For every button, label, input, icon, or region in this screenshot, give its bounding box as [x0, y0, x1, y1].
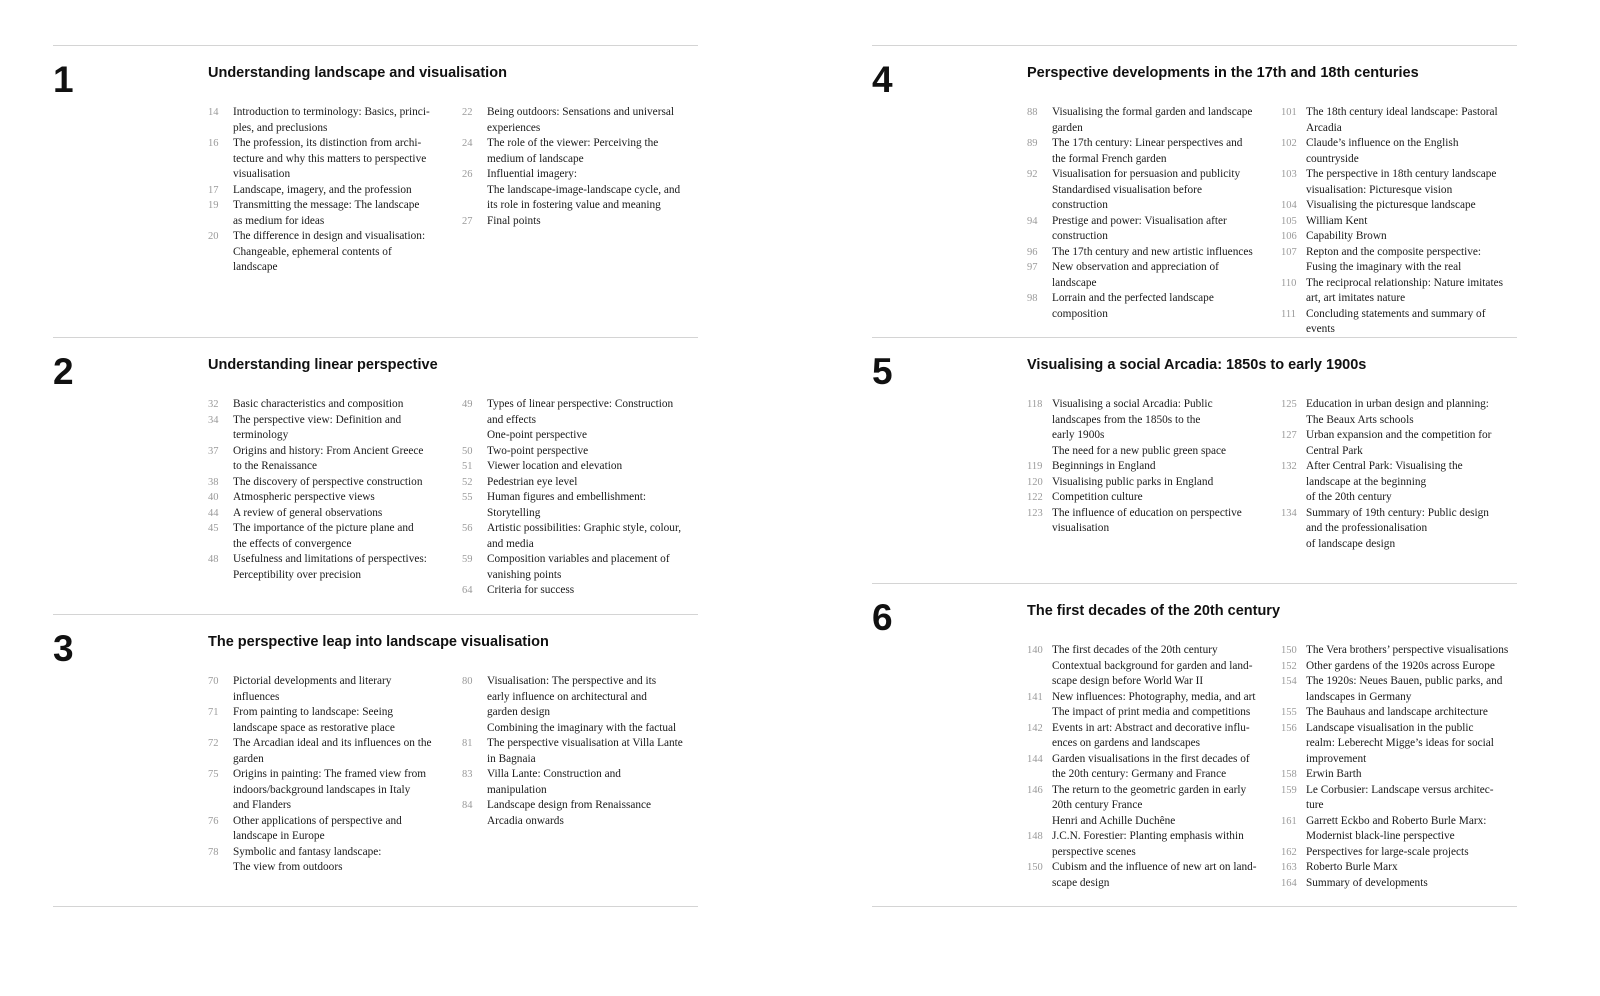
toc-entry[interactable] — [1281, 506, 1521, 553]
page-number: 97 — [1027, 262, 1038, 273]
chapter-title: Perspective developments in the 17th and 18th centuries — [1027, 65, 1419, 81]
toc-entry[interactable] — [1281, 814, 1521, 845]
entry-title: The return to the geometric garden in early 20th century France Henri and Achille Duchêne — [1052, 783, 1247, 827]
toc-entry[interactable] — [1027, 136, 1267, 167]
toc-entry[interactable] — [1281, 721, 1521, 768]
entry-title: Visualising public parks in England — [1052, 475, 1214, 488]
toc-entry[interactable] — [208, 183, 448, 199]
toc-entry[interactable] — [1281, 674, 1521, 705]
entry-title: Usefulness and limitations of perspectives: Perceptibility over precision — [233, 553, 427, 581]
entry-title: Two-point perspective — [487, 444, 589, 457]
entry-title: The first decades of the 20th century Contextual background for garden and land- scape design before World War II — [1052, 644, 1253, 687]
entry-title: The importance of the picture plane and the effects of convergence — [233, 522, 414, 550]
page-number: 155 — [1281, 707, 1297, 718]
entry-title: The perspective view: Definition and terminology — [233, 413, 402, 441]
page-number: 134 — [1281, 507, 1297, 519]
toc-entry[interactable] — [1281, 643, 1521, 659]
toc-column-2 — [1281, 397, 1521, 552]
page-number: 119 — [1027, 461, 1043, 472]
entry-title: Summary of 19th century: Public design and the professionalisation of landscape design — [1306, 506, 1489, 550]
toc-column-2 — [462, 397, 702, 599]
page-number: 150 — [1027, 862, 1043, 873]
toc-entry[interactable] — [1027, 291, 1267, 322]
entry-title: The discovery of perspective construction — [233, 475, 423, 488]
toc-entry[interactable] — [1281, 167, 1521, 198]
entry-title: Final points — [487, 214, 541, 227]
toc-entry[interactable] — [462, 397, 702, 444]
page-number: 164 — [1281, 877, 1297, 889]
entry-title: The reciprocal relationship: Nature imitates art, art imitates nature — [1306, 276, 1503, 304]
toc-entry[interactable] — [1281, 245, 1521, 276]
entry-title: J.C.N. Forestier: Planting emphasis within perspective scenes — [1052, 830, 1244, 858]
page-number: 72 — [208, 738, 219, 749]
page-number: 102 — [1281, 138, 1297, 149]
toc-entry[interactable] — [208, 475, 448, 491]
toc-entry[interactable] — [1027, 105, 1267, 136]
page-number: 19 — [208, 200, 219, 211]
toc-entry[interactable] — [1027, 167, 1267, 214]
page-number: 118 — [1027, 399, 1043, 410]
page-number: 59 — [462, 554, 473, 565]
entry-title: Visualising the formal garden and landscape garden — [1052, 106, 1253, 134]
chapter-number: 6 — [872, 597, 893, 638]
page-number: 103 — [1281, 169, 1297, 180]
page-number: 106 — [1281, 231, 1297, 242]
toc-entry[interactable] — [462, 552, 702, 583]
toc-entry[interactable] — [208, 105, 448, 136]
toc-entry[interactable] — [462, 521, 702, 552]
page-number: 120 — [1027, 476, 1043, 488]
page-number: 64 — [462, 585, 473, 596]
chapter-title: Understanding linear perspective — [208, 357, 438, 373]
toc-entry[interactable] — [1027, 490, 1267, 506]
entry-title: Pictorial developments and literary influences — [233, 675, 392, 703]
page-number: 127 — [1281, 430, 1297, 441]
toc-entry[interactable] — [1281, 860, 1521, 876]
toc-entry[interactable] — [208, 767, 448, 814]
page-number: 94 — [1027, 215, 1038, 227]
entry-title: After Central Park: Visualising the landscape at the beginning of the 20th century — [1306, 460, 1463, 503]
toc-entry[interactable] — [1027, 245, 1267, 261]
entry-title: Other applications of perspective and landscape in Europe — [233, 814, 402, 842]
toc-column-1 — [1027, 643, 1267, 891]
entry-title: The influence of education on perspective visualisation — [1052, 506, 1242, 534]
page-number: 80 — [462, 676, 473, 687]
page-number: 52 — [462, 476, 473, 488]
page-number: 49 — [462, 399, 473, 410]
entry-title: Events in art: Abstract and decorative influ- ences on gardens and landscapes — [1052, 721, 1250, 749]
toc-entry[interactable] — [208, 552, 448, 583]
toc-entry[interactable] — [462, 674, 702, 736]
toc-entry[interactable] — [208, 845, 448, 876]
page-number: 20 — [208, 231, 219, 242]
page-number: 132 — [1281, 461, 1297, 472]
entry-title: The 17th century and new artistic influences — [1052, 245, 1253, 258]
toc-entry[interactable] — [208, 705, 448, 736]
rule-5-6 — [872, 583, 1517, 584]
page-number: 107 — [1281, 246, 1297, 258]
page-number: 104 — [1281, 200, 1297, 211]
page-number: 22 — [462, 107, 473, 118]
toc-column-1 — [1027, 397, 1267, 537]
page-number: 34 — [208, 414, 219, 426]
rule-1-2 — [53, 337, 698, 338]
page-number: 123 — [1027, 507, 1043, 519]
page-number: 81 — [462, 738, 473, 749]
toc-entry[interactable] — [462, 214, 702, 230]
page-number: 17 — [208, 184, 219, 196]
toc-entry[interactable] — [462, 767, 702, 798]
chapter-number: 5 — [872, 351, 893, 392]
toc-entry[interactable] — [208, 521, 448, 552]
toc-entry[interactable] — [1281, 105, 1521, 136]
page-number: 92 — [1027, 169, 1038, 180]
entry-title: Basic characteristics and composition — [233, 398, 404, 410]
toc-entry[interactable] — [1281, 845, 1521, 861]
page-number: 48 — [208, 554, 219, 565]
entry-title: Pedestrian eye level — [487, 475, 578, 488]
entry-title: Prestige and power: Visualisation after construction — [1052, 214, 1227, 242]
toc-entry[interactable] — [462, 459, 702, 475]
page-number: 75 — [208, 769, 219, 780]
toc-entry[interactable] — [462, 136, 702, 167]
entry-title: The 1920s: Neues Bauen, public parks, and landscapes in Germany — [1306, 675, 1503, 703]
page-number: 45 — [208, 523, 219, 534]
entry-title: Atmospheric perspective views — [233, 491, 375, 503]
entry-title: The profession, its distinction from archi- tecture and why this matters to perspective visualisation — [233, 137, 427, 180]
entry-title: Other gardens of the 1920s across Europe — [1306, 659, 1495, 672]
chapter-title: Visualising a social Arcadia: 1850s to early 1900s — [1027, 357, 1367, 373]
entry-title: New observation and appreciation of landscape — [1052, 261, 1219, 289]
entry-title: Human figures and embellishment: Storytelling — [487, 491, 647, 519]
page-number: 40 — [208, 492, 219, 503]
page-number: 158 — [1281, 769, 1297, 780]
rule-top-left — [53, 45, 698, 46]
rule-bottom-left — [53, 906, 698, 907]
toc-column-2 — [1281, 105, 1521, 338]
page-number: 101 — [1281, 107, 1297, 118]
entry-title: Cubism and the influence of new art on land- scape design — [1052, 861, 1257, 889]
entry-title: The Arcadian ideal and its influences on the garden — [233, 737, 432, 765]
entry-title: The perspective in 18th century landscape visualisation: Picturesque vision — [1306, 168, 1497, 196]
page-number: 105 — [1281, 215, 1297, 227]
toc-entry[interactable] — [1027, 643, 1267, 690]
page-number: 16 — [208, 138, 219, 149]
toc-entry[interactable] — [1281, 136, 1521, 167]
chapter-number: 4 — [872, 59, 893, 100]
toc-entry[interactable] — [462, 167, 702, 214]
toc-entry[interactable] — [1027, 260, 1267, 291]
toc-entry[interactable] — [1027, 506, 1267, 537]
toc-entry[interactable] — [208, 198, 448, 229]
toc-entry[interactable] — [1281, 214, 1521, 230]
page-number: 142 — [1027, 722, 1043, 734]
entry-title: Influential imagery: The landscape-image-landscape cycle, and its role in fostering value and meaning — [487, 168, 681, 211]
entry-title: Viewer location and elevation — [487, 460, 623, 472]
toc-entry[interactable] — [1281, 198, 1521, 214]
entry-title: Education in urban design and planning: The Beaux Arts schools — [1306, 398, 1489, 426]
toc-entry[interactable] — [462, 736, 702, 767]
toc-entry[interactable] — [462, 475, 702, 491]
toc-column-2 — [462, 674, 702, 829]
page-number: 144 — [1027, 753, 1043, 765]
entry-title: Claude’s influence on the English countryside — [1306, 137, 1459, 165]
page-number: 152 — [1281, 660, 1297, 672]
page-number: 38 — [208, 476, 219, 488]
toc-entry[interactable] — [462, 490, 702, 521]
toc-entry[interactable] — [1027, 690, 1267, 721]
entry-title: Visualisation: The perspective and its early influence on architectural and garden design Combining the imaginary with the factual — [487, 675, 677, 734]
page-number: 161 — [1281, 815, 1297, 827]
page-number: 89 — [1027, 138, 1038, 149]
entry-title: Landscape visualisation in the public realm: Leberecht Migge’s ideas for social improvement — [1306, 721, 1494, 765]
page-number: 26 — [462, 169, 473, 180]
toc-entry[interactable] — [208, 397, 448, 413]
entry-title: Criteria for success — [487, 584, 575, 596]
page-number: 98 — [1027, 293, 1038, 304]
toc-entry[interactable] — [1027, 475, 1267, 491]
entry-title: Being outdoors: Sensations and universal experiences — [487, 106, 675, 134]
chapter-title: The first decades of the 20th century — [1027, 603, 1281, 619]
entry-title: Capability Brown — [1306, 230, 1387, 242]
chapter-title: The perspective leap into landscape visualisation — [208, 634, 549, 650]
page-number: 156 — [1281, 722, 1297, 734]
entry-title: Villa Lante: Construction and manipulation — [487, 768, 621, 796]
entry-title: Roberto Burle Marx — [1306, 861, 1398, 873]
page-number: 70 — [208, 676, 219, 687]
toc-column-1 — [208, 105, 448, 276]
page-number: 88 — [1027, 107, 1038, 118]
entry-title: Transmitting the message: The landscape as medium for ideas — [233, 199, 420, 227]
page-number: 24 — [462, 138, 473, 149]
toc-entry[interactable] — [1281, 229, 1521, 245]
entry-title: Visualising the picturesque landscape — [1306, 199, 1476, 211]
chapter-number: 2 — [53, 351, 74, 392]
entry-title: The role of the viewer: Perceiving the medium of landscape — [487, 137, 659, 165]
entry-title: The difference in design and visualisation: Changeable, ephemeral contents of landscape — [233, 230, 426, 273]
toc-entry[interactable] — [1027, 752, 1267, 783]
toc-entry[interactable] — [462, 105, 702, 136]
page-number: 78 — [208, 846, 219, 858]
toc-entry[interactable] — [1281, 876, 1521, 892]
entry-title: The Bauhaus and landscape architecture — [1306, 706, 1488, 718]
toc-entry[interactable] — [1281, 428, 1521, 459]
toc-entry[interactable] — [1027, 459, 1267, 475]
page-number: 141 — [1027, 691, 1043, 703]
page-number: 76 — [208, 815, 219, 827]
toc-entry[interactable] — [208, 736, 448, 767]
entry-title: The perspective visualisation at Villa Lante in Bagnaia — [487, 737, 683, 765]
toc-entry[interactable] — [208, 674, 448, 705]
page-number: 150 — [1281, 645, 1297, 656]
toc-entry[interactable] — [1027, 783, 1267, 830]
entry-title: Origins in painting: The framed view from indoors/background landscapes in Italy and Flanders — [233, 768, 427, 811]
rule-top-right — [872, 45, 1517, 46]
page-number: 154 — [1281, 676, 1297, 687]
entry-title: Concluding statements and summary of events — [1306, 307, 1486, 335]
entry-title: The Vera brothers’ perspective visualisations — [1306, 644, 1509, 656]
page-number: 55 — [462, 492, 473, 503]
toc-column-2 — [462, 105, 702, 229]
page-number: 37 — [208, 445, 219, 457]
entry-title: Urban expansion and the competition for Central Park — [1306, 429, 1492, 457]
toc-entry[interactable] — [1281, 783, 1521, 814]
page-number: 140 — [1027, 645, 1043, 656]
page-number: 84 — [462, 800, 473, 811]
page-number: 27 — [462, 215, 473, 227]
chapter-number: 3 — [53, 628, 74, 669]
page-number: 83 — [462, 769, 473, 780]
page-number: 56 — [462, 523, 473, 534]
toc-entry[interactable] — [1281, 307, 1521, 338]
toc-entry[interactable] — [208, 413, 448, 444]
toc-entry[interactable] — [208, 490, 448, 506]
entry-title: Landscape, imagery, and the profession — [233, 183, 412, 196]
entry-title: Lorrain and the perfected landscape composition — [1052, 292, 1214, 320]
entry-title: Introduction to terminology: Basics, princi- ples, and preclusions — [233, 106, 430, 134]
toc-entry[interactable] — [1281, 397, 1521, 428]
page-number: 32 — [208, 399, 219, 410]
toc-entry[interactable] — [1281, 459, 1521, 506]
page-number: 163 — [1281, 862, 1297, 873]
entry-title: A review of general observations — [233, 506, 383, 519]
toc-entry[interactable] — [208, 506, 448, 522]
toc-entry[interactable] — [462, 583, 702, 599]
toc-column-2 — [1281, 643, 1521, 891]
toc-entry[interactable] — [1027, 860, 1267, 891]
entry-title: Composition variables and placement of vanishing points — [487, 553, 670, 581]
rule-2-3 — [53, 614, 698, 615]
entry-title: Summary of developments — [1306, 876, 1428, 889]
entry-title: Perspectives for large-scale projects — [1306, 845, 1469, 858]
entry-title: Artistic possibilities: Graphic style, colour, and media — [487, 522, 682, 550]
entry-title: The 17th century: Linear perspectives and the formal French garden — [1052, 137, 1243, 165]
toc-column-1 — [1027, 105, 1267, 322]
entry-title: Origins and history: From Ancient Greece to the Renaissance — [233, 444, 424, 472]
entry-title: Symbolic and fantasy landscape: The view from outdoors — [233, 845, 382, 873]
toc-entry[interactable] — [208, 814, 448, 845]
page-number: 125 — [1281, 399, 1297, 410]
page-number: 122 — [1027, 492, 1043, 503]
entry-title: Beginnings in England — [1052, 460, 1156, 472]
toc-entry[interactable] — [1281, 659, 1521, 675]
chapter-title: Understanding landscape and visualisation — [208, 65, 507, 81]
entry-title: Competition culture — [1052, 491, 1143, 503]
entry-title: From painting to landscape: Seeing landscape space as restorative place — [233, 706, 395, 734]
page-number: 96 — [1027, 246, 1038, 258]
toc-entry[interactable] — [208, 444, 448, 475]
toc-column-1 — [208, 397, 448, 583]
toc-entry[interactable] — [1281, 276, 1521, 307]
page-number: 14 — [208, 107, 219, 118]
toc-entry[interactable] — [462, 798, 702, 829]
entry-title: Visualisation for persuasion and publicity Standardised visualisation before construction — [1052, 168, 1241, 211]
page-number: 148 — [1027, 831, 1043, 842]
entry-title: Types of linear perspective: Construction and effects One-point perspective — [487, 398, 674, 441]
page-number: 111 — [1281, 308, 1296, 320]
toc-column-1 — [208, 674, 448, 876]
page-number: 44 — [208, 507, 219, 519]
page-number: 162 — [1281, 846, 1297, 858]
entry-title: New influences: Photography, media, and art The impact of print media and competitions — [1052, 690, 1256, 718]
entry-title: Visualising a social Arcadia: Public landscapes from the 1850s to the early 1900s The need for a new public green space — [1052, 398, 1227, 457]
chapter-number: 1 — [53, 59, 74, 100]
page-number: 51 — [462, 461, 473, 472]
toc-entry[interactable] — [208, 229, 448, 276]
page-number: 50 — [462, 445, 473, 457]
entry-title: Repton and the composite perspective: Fusing the imaginary with the real — [1306, 245, 1482, 273]
toc-entry[interactable] — [208, 136, 448, 183]
entry-title: William Kent — [1306, 214, 1368, 227]
entry-title: Erwin Barth — [1306, 768, 1362, 780]
page-number: 146 — [1027, 784, 1043, 796]
entry-title: Garrett Eckbo and Roberto Burle Marx: Modernist black-line perspective — [1306, 814, 1487, 842]
entry-title: Landscape design from Renaissance Arcadia onwards — [487, 799, 652, 827]
entry-title: Le Corbusier: Landscape versus architec- ture — [1306, 783, 1494, 811]
entry-title: Garden visualisations in the first decades of the 20th century: Germany and France — [1052, 752, 1250, 780]
toc-entry[interactable] — [1281, 767, 1521, 783]
toc-entry[interactable] — [462, 444, 702, 460]
page-number: 110 — [1281, 277, 1297, 289]
entry-title: The 18th century ideal landscape: Pastoral Arcadia — [1306, 106, 1498, 134]
toc-entry[interactable] — [1281, 705, 1521, 721]
toc-entry[interactable] — [1027, 721, 1267, 752]
toc-entry[interactable] — [1027, 214, 1267, 245]
toc-entry[interactable] — [1027, 829, 1267, 860]
page-number: 71 — [208, 707, 219, 718]
rule-bottom-right — [872, 906, 1517, 907]
toc-entry[interactable] — [1027, 397, 1267, 459]
page-number: 159 — [1281, 784, 1297, 796]
